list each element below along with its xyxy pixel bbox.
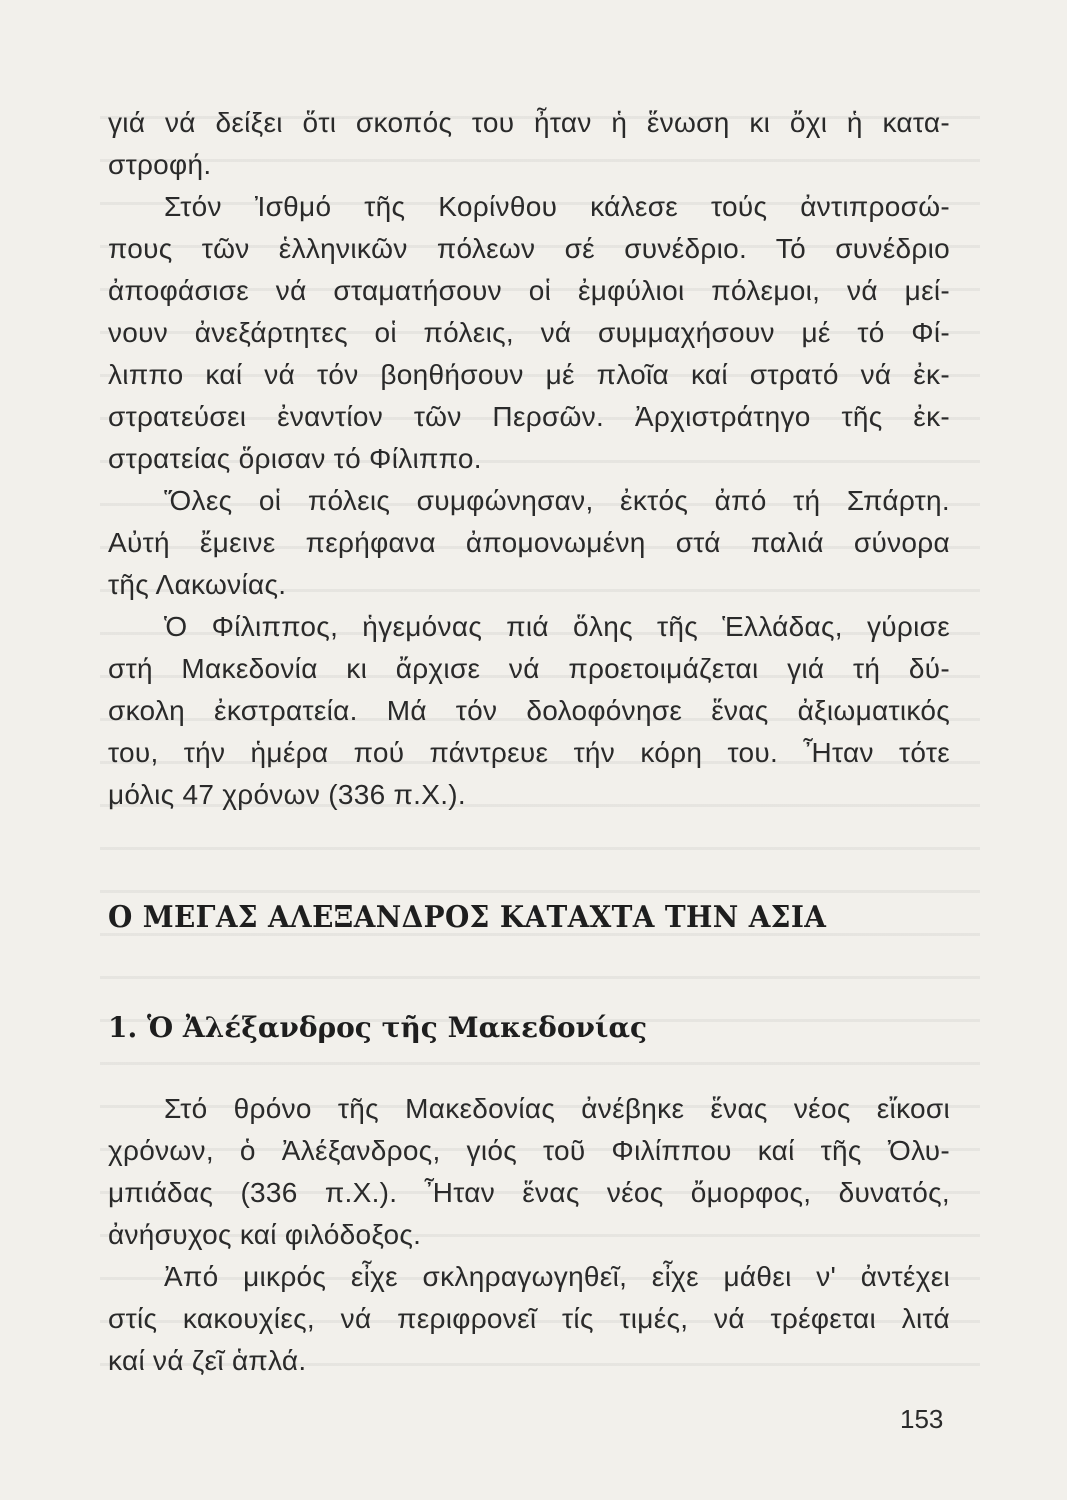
page-number: 153 <box>900 1404 944 1434</box>
text-line: γιά νά δείξει ὅτι σκοπός του ἦταν ἡ ἕνωση κι ὄχι ἡ κατα- <box>108 107 950 138</box>
text-line: νουν ἀνεξάρτητες οἱ πόλεις, νά συμμαχήσουν μέ τό Φί- <box>108 317 950 348</box>
section-title: 1. Ὁ Ἀλέξανδρος τῆς Μακεδονίας <box>108 1011 648 1044</box>
text-line: στρατείας ὅρισαν τό Φίλιππο. <box>108 443 482 474</box>
text-line: Ὁ Φίλιππος, ἡγεμόνας πιά ὅλης τῆς Ἑλλάδας, γύρισε <box>164 611 950 642</box>
text-line: Ὅλες οἱ πόλεις συμφώνησαν, ἐκτός ἀπό τή Σπάρτη. <box>164 485 950 516</box>
text-line: μπιάδας (336 π.Χ.). Ἦταν ἕνας νέος ὄμορφος, δυνατός, <box>108 1177 950 1208</box>
text-line: στρατεύσει ἐναντίον τῶν Περσῶν. Ἀρχιστράτηγο τῆς ἐκ- <box>108 401 950 432</box>
text-line: στροφή. <box>108 149 212 180</box>
text-line: ἀποφάσισε νά σταματήσουν οἱ ἐμφύλιοι πόλεμοι, νά μεί- <box>108 275 950 306</box>
text-line: τῆς Λακωνίας. <box>108 569 287 600</box>
chapter-title: Ο ΜΕΓΑΣ ΑΛΕΞΑΝΔΡΟΣ ΚΑΤΑΧΤΑ ΤΗΝ ΑΣΙΑ <box>108 900 827 935</box>
text-line: Αὐτή ἔμεινε περήφανα ἀπομονωμένη στά παλιά σύνορα <box>108 527 950 558</box>
text-line: λιππο καί νά τόν βοηθήσουν μέ πλοῖα καί στρατό νά ἐκ- <box>108 359 950 390</box>
text-line: ἀνήσυχος καί φιλόδοξος. <box>108 1219 422 1250</box>
text-line: στίς κακουχίες, νά περιφρονεῖ τίς τιμές, νά τρέφεται λιτά <box>108 1303 950 1334</box>
text-line: Στό θρόνο τῆς Μακεδονίας ἀνέβηκε ἕνας νέος εἴκοσι <box>164 1093 950 1124</box>
text-line: Στόν Ἰσθμό τῆς Κορίνθου κάλεσε τούς ἀντιπροσώ- <box>164 191 950 222</box>
text-line: καί νά ζεῖ ἁπλά. <box>108 1345 307 1376</box>
text-line: του, τήν ἡμέρα πού πάντρευε τήν κόρη του. Ἦταν τότε <box>108 737 950 768</box>
text-line: στή Μακεδονία κι ἄρχισε νά προετοιμάζεται γιά τή δύ- <box>108 653 950 684</box>
text-line: Ἀπό μικρός εἶχε σκληραγωγηθεῖ, εἶχε μάθει ν' ἀντέχει <box>164 1261 950 1292</box>
text-line: σκολη ἐκστρατεία. Μά τόν δολοφόνησε ἕνας ἀξιωματικός <box>108 695 950 726</box>
text-line: πους τῶν ἑλληνικῶν πόλεων σέ συνέδριο. Τό συνέδριο <box>108 233 950 264</box>
text-line: μόλις 47 χρόνων (336 π.Χ.). <box>108 779 467 810</box>
text-line: χρόνων, ὁ Ἀλέξανδρος, γιός τοῦ Φιλίππου καί τῆς Ὀλυ- <box>108 1135 950 1166</box>
